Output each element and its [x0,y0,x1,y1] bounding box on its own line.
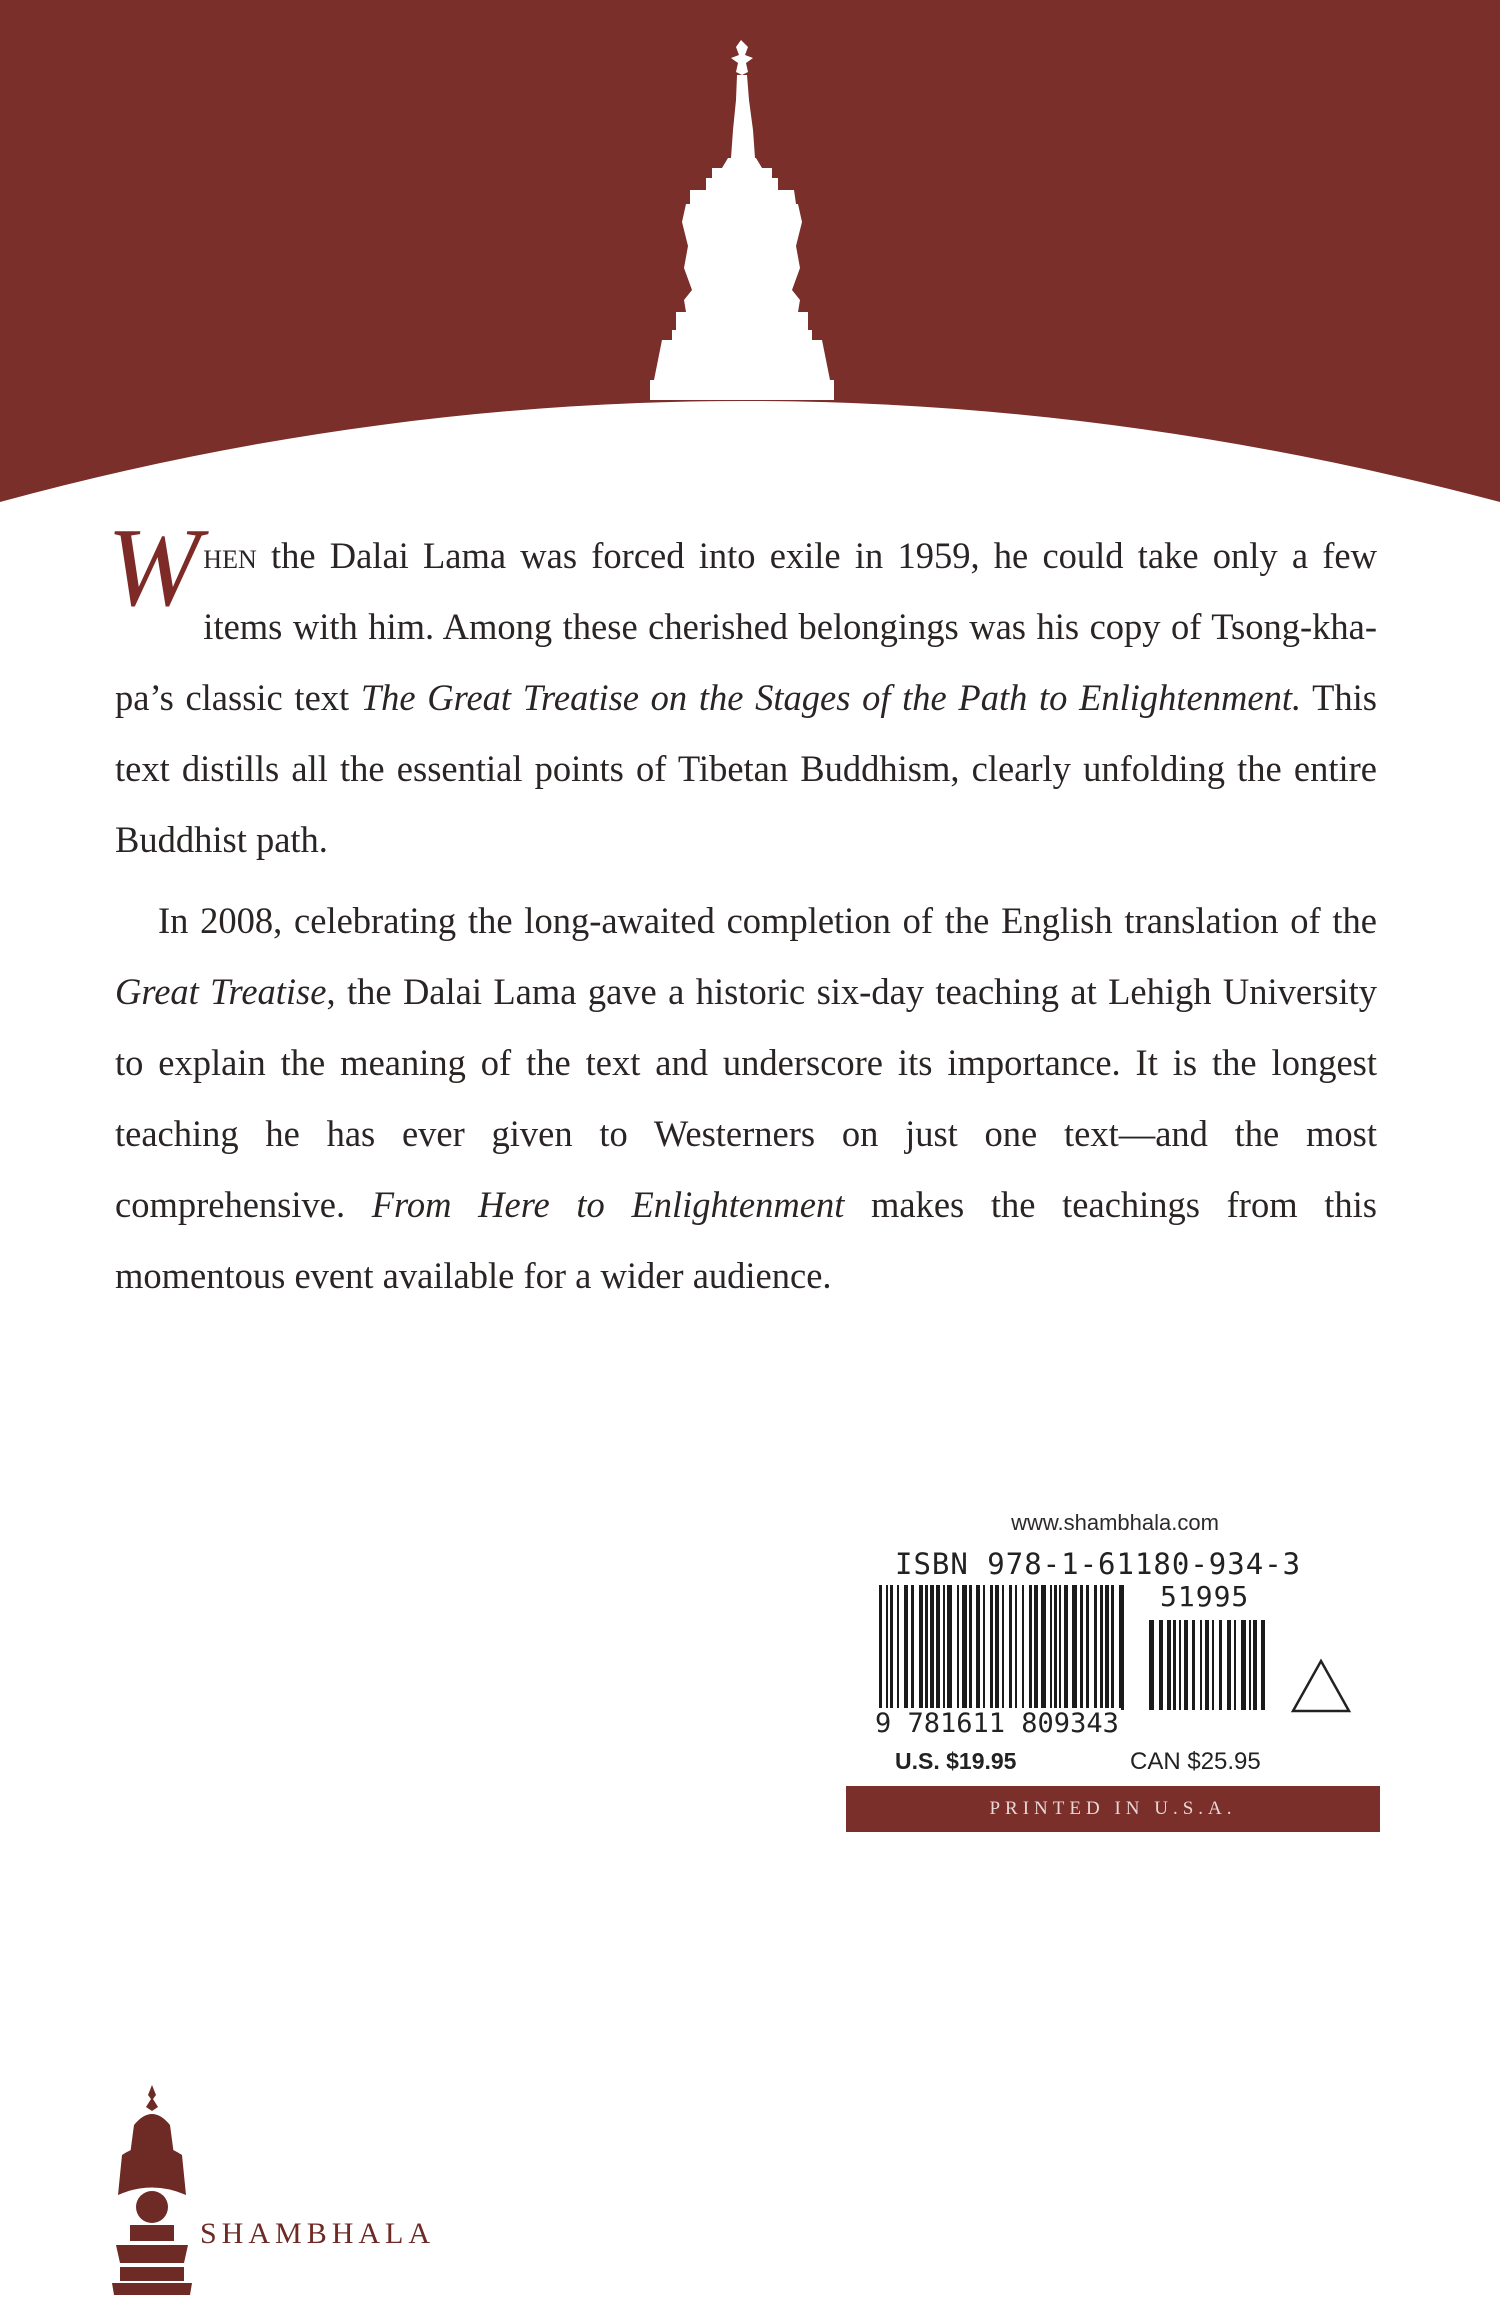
addon-barcode-bar [1234,1620,1236,1710]
drop-cap: W [107,506,201,630]
barcode-bar [919,1585,923,1710]
barcode-bar [879,1585,882,1710]
header-stupa-art [0,0,1500,540]
barcode-digits: 9 781611 809343 [875,1708,1119,1739]
publisher-website: www.shambhala.com [1011,1510,1219,1535]
barcode-bar [962,1585,967,1710]
barcode-bar [943,1585,945,1710]
paragraph-1-text-a: the Dalai Lama was forced into exile in 1959, he could take only a few items with him. Among these cherished belongings was his copy of Tsong-kha-pa’s classic text [115,535,1377,718]
barcode-bar [1041,1585,1046,1710]
barcode-bar [930,1585,934,1710]
barcode-bar [1015,1585,1017,1710]
barcode-bar [1100,1585,1103,1710]
addon-barcode-bar [1173,1620,1176,1710]
printed-in-usa-band: PRINTED IN U.S.A. [846,1786,1380,1832]
barcode-bar [886,1585,888,1710]
price-us: U.S. $19.95 [895,1748,1017,1774]
barcode-bar [1029,1585,1032,1710]
barcode-bar [925,1585,928,1710]
addon-barcode-bar [1241,1620,1246,1710]
barcode-bar [990,1585,993,1710]
addon-barcode-bar [1184,1620,1188,1710]
barcode-bar [1009,1585,1012,1710]
title-from-here-to-enlightenment: From Here to Enlightenment [371,1184,845,1225]
paragraph-2-text-a: In 2008, celebrating the long-awaited completion of the English translation of the [158,900,1377,941]
triangle-outline-icon [1290,1658,1352,1714]
addon-barcode-bar [1219,1620,1222,1710]
publisher-name: SHAMBHALA [200,2217,436,2250]
barcode-bar [1064,1585,1068,1710]
addon-barcode-bar [1205,1620,1209,1710]
barcode-bar [1059,1585,1061,1710]
addon-barcode-bar [1261,1620,1265,1710]
barcode-bar [1094,1585,1097,1710]
description-text [107,506,1377,1311]
barcode-bar [983,1585,985,1710]
description-paragraph-2 [115,885,1377,1311]
lead-word: hen [203,535,257,576]
addon-barcode-bar [1200,1620,1202,1710]
addon-barcode-bar [1192,1620,1195,1710]
barcode-bar [1105,1585,1109,1710]
addon-barcode-bar [1149,1620,1154,1710]
barcode-bar [995,1585,999,1710]
barcode-bar [890,1585,893,1710]
barcode-bar [904,1585,908,1710]
barcode-bar [1111,1585,1114,1710]
barcode-bar [969,1585,972,1710]
barcode-bar [957,1585,959,1710]
price-code: 51995 [1160,1580,1250,1613]
price-can: CAN $25.95 [1130,1748,1261,1775]
barcode-bar [1002,1585,1004,1710]
book-title-great-treatise: The Great Treatise on the Stages of the Path to Enlightenment. [360,677,1302,718]
barcode-bar [976,1585,980,1710]
barcode-bar [1086,1585,1089,1710]
barcode-bar [1034,1585,1038,1710]
addon-barcode-bar [1179,1620,1181,1710]
shambhala-logo-icon [112,2085,192,2295]
paragraph-2-text-b: , the Dalai Lama gave a historic six-day teaching at Lehigh University to explain the meaning of the text and underscore its importance. It is the longest teaching he has ever given to Westerners on just one text—and the most comprehensive. [115,971,1377,1225]
barcode-bar [936,1585,940,1710]
barcode-bar [1022,1585,1024,1710]
addon-barcode-bar [1227,1620,1231,1710]
paragraph-2-text-c: makes the teachings from this momentous event available for a wider audience. [115,1184,1377,1296]
barcode-bar [947,1585,952,1710]
barcode-bar [1080,1585,1083,1710]
title-great-treatise-short: Great Treatise [115,971,327,1012]
paragraph-1-text-b: This text distills all the essential points of Tibetan Buddhism, clearly unfolding the entire Buddhist path. [115,677,1377,860]
description-paragraph-1 [107,506,1377,875]
barcode-bar [897,1585,899,1710]
barcode-bar [1054,1585,1057,1710]
addon-barcode-bar [1253,1620,1257,1710]
addon-barcode-bar [1249,1620,1251,1710]
addon-barcode-bar [1159,1620,1163,1710]
isbn-text: ISBN 978-1-61180-934-3 [895,1547,1302,1581]
barcode-bar [1050,1585,1052,1710]
addon-barcode-bar [1212,1620,1214,1710]
barcode-bar [1072,1585,1077,1710]
barcode-bar [1119,1585,1124,1710]
barcode-bar [911,1585,914,1710]
addon-barcode-bar [1167,1620,1171,1710]
